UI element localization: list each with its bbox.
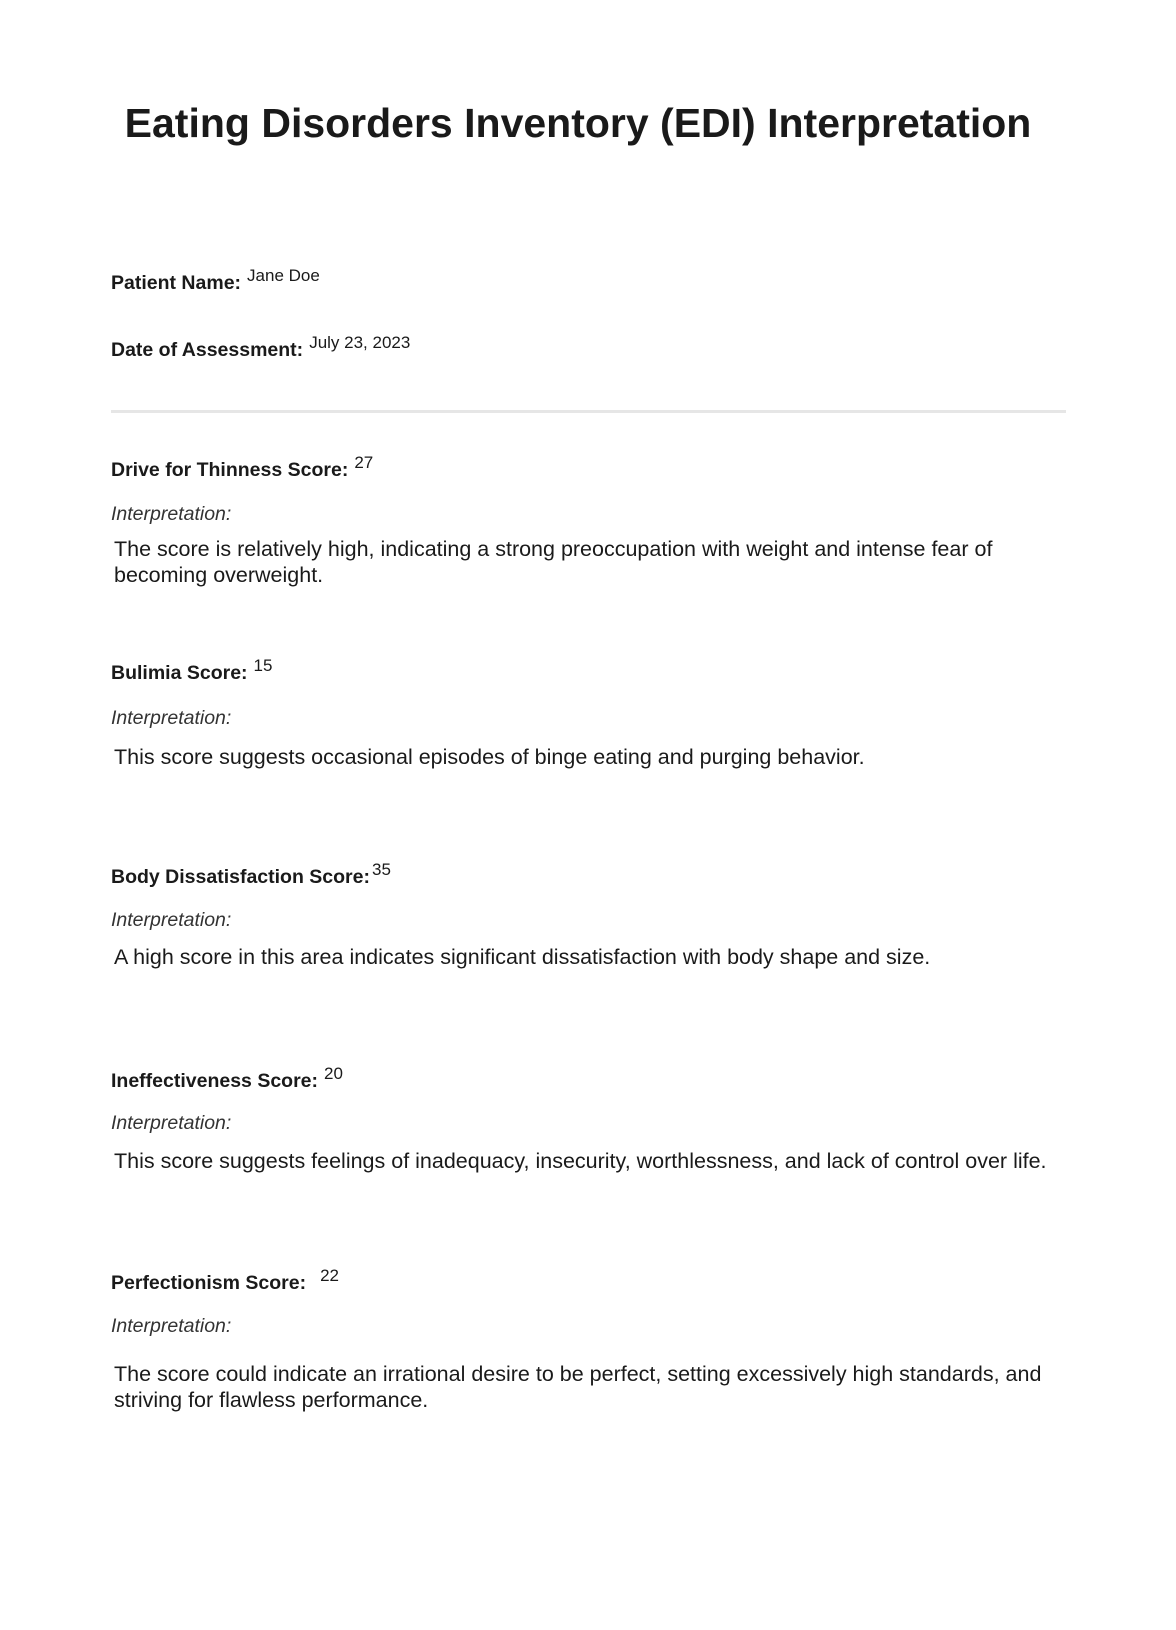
interpretation-text: The score could indicate an irrational desire to be perfect, setting excessively high standards, and striving for flawless performance. — [114, 1362, 1042, 1412]
interpretation-label: Interpretation: — [111, 1315, 232, 1337]
divider — [111, 410, 1066, 413]
interpretation-text: This score suggests feelings of inadequacy, insecurity, worthlessness, and lack of control over life. — [114, 1149, 1047, 1173]
assessment-date-label: Date of Assessment: — [111, 339, 304, 361]
section-heading — [111, 860, 391, 889]
page-title: Eating Disorders Inventory (EDI) Interpretation — [124, 100, 1032, 146]
section-heading — [111, 1064, 343, 1093]
patient-name-value: Jane Doe — [247, 266, 320, 285]
interpretation-label: Interpretation: — [111, 503, 232, 525]
interpretation-text: The score is relatively high, indicating a strong preoccupation with weight and intense fear of becoming overweight. — [114, 537, 993, 587]
score-value: 27 — [354, 453, 374, 472]
score-value: 35 — [371, 860, 391, 879]
score-value: 20 — [324, 1064, 343, 1083]
interpretation-label: Interpretation: — [111, 1112, 232, 1134]
score-label: Bulimia Score: — [111, 662, 248, 684]
interpretation-text: This score suggests occasional episodes of binge eating and purging behavior. — [114, 745, 865, 769]
score-value: 22 — [320, 1266, 339, 1285]
assessment-date-value: July 23, 2023 — [309, 333, 411, 352]
score-label: Ineffectiveness Score: — [111, 1070, 319, 1092]
score-value: 15 — [253, 656, 273, 675]
score-label: Drive for Thinness Score: — [111, 459, 349, 481]
patient-name-label: Patient Name: — [111, 272, 242, 294]
interpretation-text: A high score in this area indicates significant dissatisfaction with body shape and size. — [114, 945, 931, 969]
section-heading — [111, 1266, 339, 1295]
patient-name-field — [111, 266, 320, 295]
interpretation-label: Interpretation: — [111, 909, 232, 931]
score-label: Perfectionism Score: — [111, 1272, 307, 1294]
section-heading — [111, 453, 374, 482]
assessment-date-field — [111, 333, 411, 362]
interpretation-label: Interpretation: — [111, 707, 232, 729]
score-label: Body Dissatisfaction Score: — [111, 866, 370, 888]
section-heading — [111, 656, 273, 685]
